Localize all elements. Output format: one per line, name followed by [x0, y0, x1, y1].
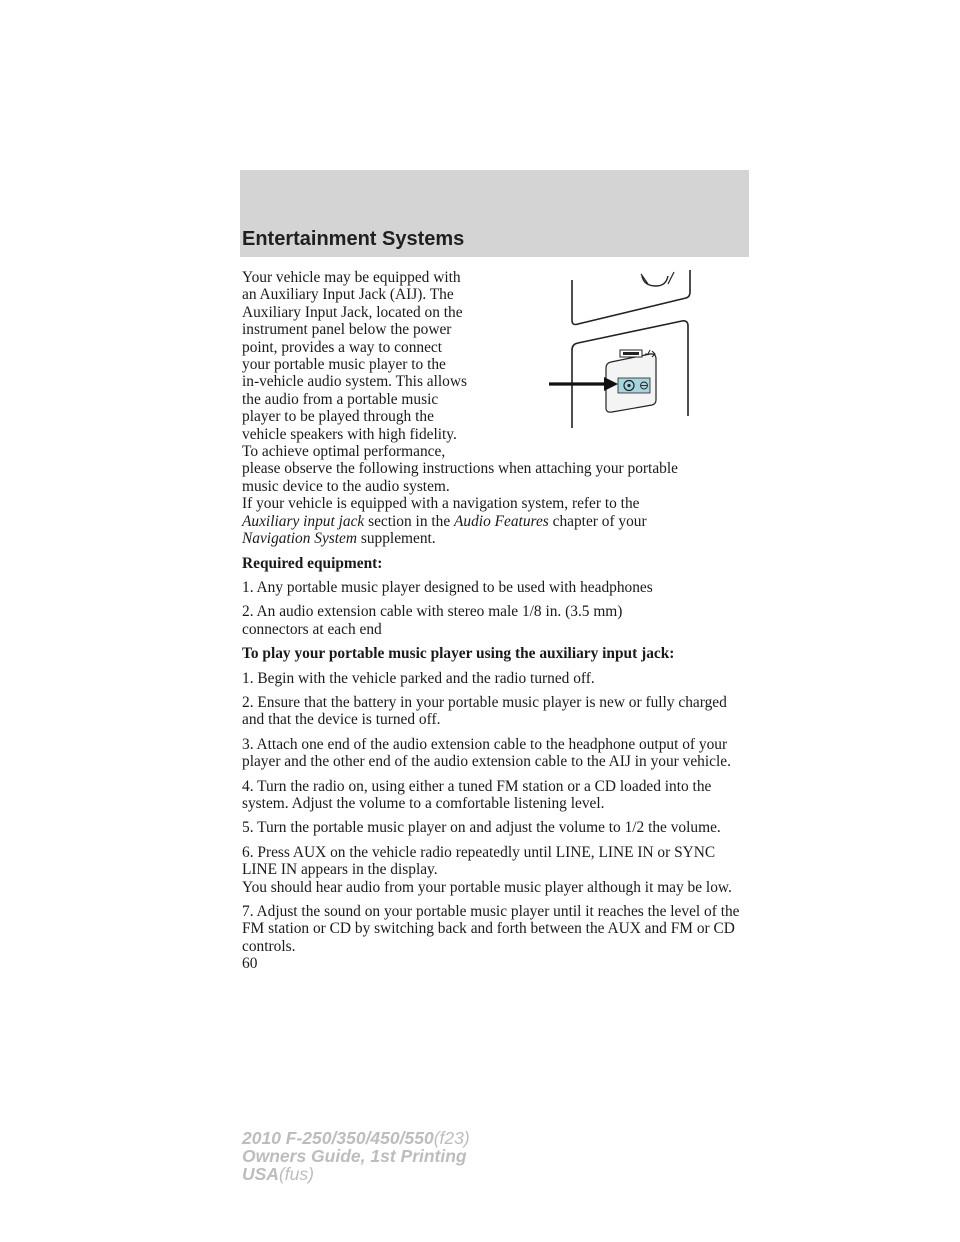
intro-line: point, provides a way to connect — [242, 338, 443, 356]
intro-line: player to be played through the — [242, 408, 434, 426]
intro-line: Your vehicle may be equipped with — [242, 269, 461, 286]
required-item: 2. An audio extension cable with stereo male 1/8 in. (3.5 mm) connectors at each end — [242, 603, 623, 638]
step-3: 3. Attach one end of the audio extension cable to the headphone output of your player and the other end of the audio extension cable to the AIJ in your vehicle. — [242, 735, 731, 771]
intro-line: music device to the audio system. — [242, 477, 450, 495]
ref-audio-features: Audio Features — [454, 512, 549, 530]
step-6: 6. Press AUX on the vehicle radio repeatedly until LINE, LINE IN or SYNC LINE IN appears in the display. — [242, 843, 716, 879]
intro-line: an Auxiliary Input Jack (AIJ). The — [242, 286, 454, 304]
print-footer — [242, 1129, 470, 1183]
intro-line: in-vehicle audio system. This allows — [242, 373, 467, 391]
intro-line: vehicle speakers with high fidelity. — [242, 425, 457, 443]
ref-aux-input-jack: Auxiliary input jack — [242, 512, 365, 530]
navigation-reference: If your vehicle is equipped with a navigation system, refer to the Auxiliary input jack section in the Audio Features chapter of your Navigation System supplement. — [242, 495, 647, 548]
page-number: 60 — [242, 955, 258, 973]
footer-model: 2010 F-250/350/450/550 — [242, 1128, 434, 1148]
footer-printing: Owners Guide, 1st Printing — [242, 1146, 467, 1166]
steps-heading: To play your portable music player using the auxiliary input jack: — [242, 645, 675, 663]
intro-line: To achieve optimal performance, — [242, 443, 446, 461]
intro-line: the audio from a portable music — [242, 390, 439, 408]
step-2: 2. Ensure that the battery in your portable music player is new or fully charged and that the device is turned off. — [242, 693, 727, 729]
body-text — [242, 269, 742, 973]
step-6-note: You should hear audio from your portable music player although it may be low. — [242, 878, 732, 896]
intro-line: Auxiliary Input Jack, located on the — [242, 303, 463, 321]
intro-line: please observe the following instructions when attaching your portable — [242, 460, 678, 478]
footer-model-code: (f23) — [433, 1128, 470, 1148]
footer-region-code: (fus) — [278, 1164, 314, 1184]
footer-region: USA — [242, 1164, 279, 1184]
required-heading: Required equipment: — [242, 554, 383, 572]
section-title: Entertainment Systems — [242, 228, 465, 250]
intro-line: instrument panel below the power — [242, 321, 452, 339]
ref-navigation-system: Navigation System — [242, 530, 357, 548]
step-1: 1. Begin with the vehicle parked and the radio turned off. — [242, 669, 595, 687]
required-item: 1. Any portable music player designed to be used with headphones — [242, 578, 653, 596]
step-4: 4. Turn the radio on, using either a tuned FM station or a CD loaded into the system. Adjust the volume to a comfortable listening level. — [242, 777, 712, 812]
step-7: 7. Adjust the sound on your portable music player until it reaches the level of the FM station or CD by switching back and forth between the AUX and FM or CD controls. — [242, 903, 740, 955]
intro-line: your portable music player to the — [242, 356, 446, 374]
intro-paragraph — [242, 269, 742, 495]
step-5: 5. Turn the portable music player on and adjust the volume to 1/2 the volume. — [242, 819, 721, 837]
